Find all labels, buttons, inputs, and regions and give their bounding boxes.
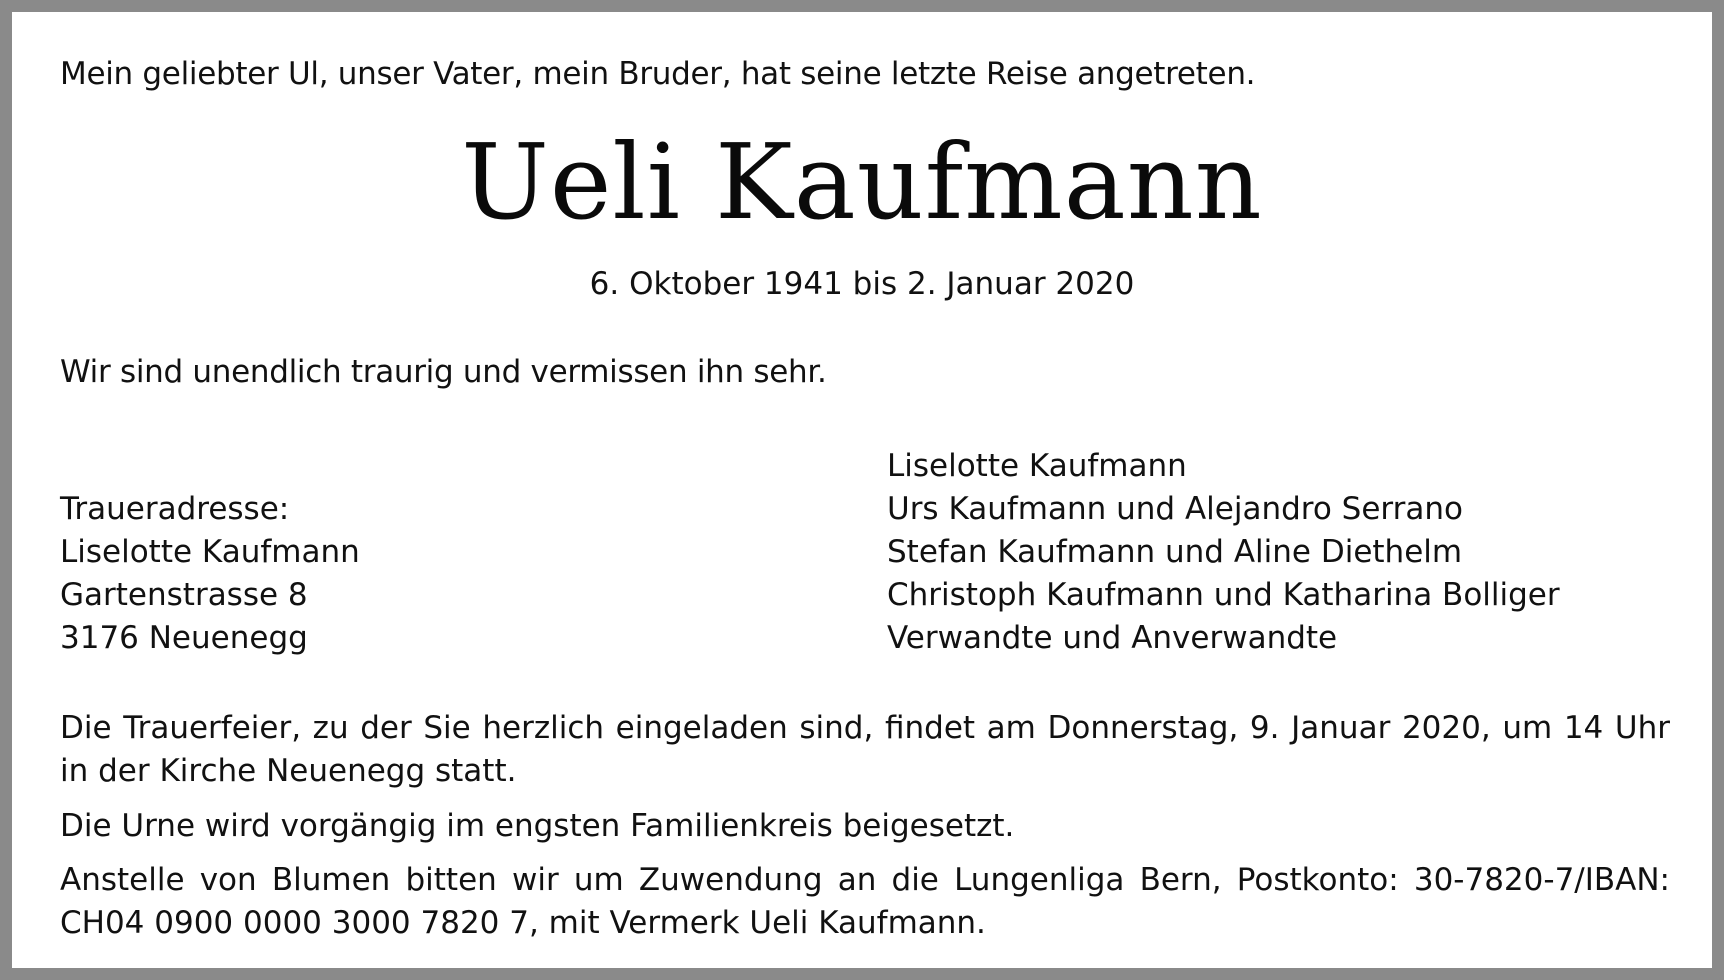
family-member: Christoph Kaufmann und Katharina Bolliger xyxy=(887,577,1560,613)
intro-line: Mein geliebter Ul, unser Vater, mein Bruder, hat seine letzte Reise angetreten. xyxy=(60,56,1256,92)
urn-paragraph: Die Urne wird vorgängig im engsten Familienkreis beigesetzt. xyxy=(60,808,1015,844)
funeral-service-paragraph: Die Trauerfeier, zu der Sie herzlich eingeladen sind, findet am Donnerstag, 9. Januar 2020, um 14 Uhr in der Kirche Neuenegg statt. xyxy=(60,710,1670,789)
family-member: Liselotte Kaufmann xyxy=(887,448,1187,484)
address-line: Gartenstrasse 8 xyxy=(60,577,308,613)
family-list xyxy=(887,445,1560,660)
address-label: Traueradresse: xyxy=(60,491,290,527)
deceased-name: Ueli Kaufmann xyxy=(461,121,1263,243)
obituary-notice xyxy=(12,12,1712,968)
donation-paragraph: Anstelle von Blumen bitten wir um Zuwendung an die Lungenliga Bern, Postkonto: 30-7820-7/IBAN: CH04 0900 0000 3000 7820 7, mit Vermerk Ueli Kaufmann. xyxy=(60,862,1670,941)
sorrow-line: Wir sind unendlich traurig und vermissen ihn sehr. xyxy=(60,354,827,390)
family-member: Urs Kaufmann und Alejandro Serrano xyxy=(887,491,1463,527)
address-line: 3176 Neuenegg xyxy=(60,620,308,656)
life-dates: 6. Oktober 1941 bis 2. Januar 2020 xyxy=(589,266,1135,302)
address-line: Liselotte Kaufmann xyxy=(60,534,360,570)
family-member: Verwandte und Anverwandte xyxy=(887,620,1338,656)
mourning-address xyxy=(60,488,360,660)
family-member: Stefan Kaufmann und Aline Diethelm xyxy=(887,534,1463,570)
